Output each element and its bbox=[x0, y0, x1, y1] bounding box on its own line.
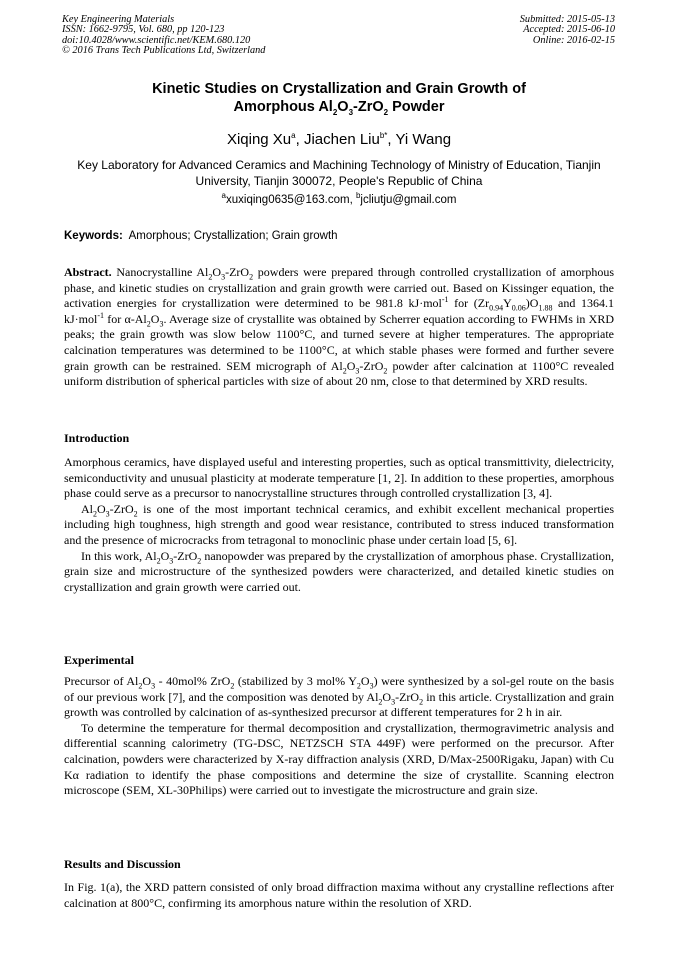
text: O bbox=[142, 674, 152, 688]
sub: 2 bbox=[249, 272, 254, 282]
author-name: Xiqing Xu bbox=[226, 131, 292, 148]
affiliation: Key Laboratory for Advanced Ceramics and Machining Technology of Ministry of Education, Tianjin University, Tianjin 300072, People's Republic of China bbox=[77, 158, 601, 188]
abstract-text: Nanocrystalline Al bbox=[111, 265, 209, 279]
title-text: Powder bbox=[388, 99, 445, 115]
author-sep: , bbox=[387, 131, 396, 148]
text: O bbox=[97, 501, 106, 516]
abstract-text: O bbox=[150, 311, 160, 326]
sub: 3 bbox=[391, 696, 396, 706]
text: in this article. Crystallization and grain growth was controlled by calcination of as-synthesized precursor at different temperatures for 2 h in air. bbox=[64, 689, 614, 720]
sub: 2 bbox=[197, 555, 202, 565]
sup: -1 bbox=[97, 310, 105, 320]
text: In this work, Al bbox=[81, 548, 157, 563]
email-sep: , bbox=[349, 194, 356, 206]
sub: 3 bbox=[369, 681, 374, 691]
sub: 2 bbox=[383, 365, 388, 375]
text: ) were synthesized by a sol-gel route on the basis of our previous work [7], and the composition was denoted by Al bbox=[64, 674, 614, 704]
text: Precursor of Al bbox=[64, 674, 139, 688]
abstract-text: and 1364.1 kJ·mol bbox=[64, 296, 614, 326]
abstract bbox=[64, 265, 614, 390]
submitted-date: Submitted: 2015-05-13 bbox=[519, 14, 615, 25]
keywords bbox=[64, 230, 338, 242]
sub: 3 bbox=[355, 365, 360, 375]
sub: 0.94 bbox=[489, 303, 504, 313]
sub: 2 bbox=[419, 696, 424, 706]
abstract-text: -ZrO bbox=[225, 265, 250, 279]
introduction-body bbox=[64, 455, 614, 595]
sub: 3 bbox=[151, 681, 156, 691]
author-mark: a bbox=[291, 131, 296, 140]
online-date: Online: 2016-02-15 bbox=[532, 34, 615, 46]
sub: 0.06 bbox=[511, 303, 526, 313]
abstract-label: Abstract. bbox=[64, 265, 112, 279]
sub: 3 bbox=[105, 509, 110, 519]
email-mark: a bbox=[221, 191, 226, 201]
results-paragraph-1: In Fig. 1(a), the XRD pattern consisted of only broad diffraction maxima without any crystalline reflections after calcination at 800°C, confirming its amorphous nature within the resolution of XRD. bbox=[64, 880, 614, 910]
text: -ZrO bbox=[173, 548, 198, 563]
text: O bbox=[382, 689, 392, 704]
sub: 2 bbox=[146, 319, 151, 329]
keywords-label: Keywords: bbox=[64, 230, 123, 242]
title-line-1: Kinetic Studies on Crystallization and Grain Growth of bbox=[152, 81, 526, 97]
abstract-text: powders were prepared through controlled crystallization of amorphous phase, and kinetic studies on crystallization and grain growth were carried out. Based on Kissinger equation, the activation energies for crystallization were determined to be 981.8 kJ·mol bbox=[64, 265, 614, 311]
title-text: Amorphous Al bbox=[233, 99, 333, 115]
journal-header-left bbox=[62, 15, 265, 57]
abstract-text: . Average size of crystallite was obtained by Scherrer equation according to FWHMs in XRD peaks; the grain growth was slow below 1100°C, and turned severe at higher temperatures. The appropriate calcination temperatures was determined to be 1100°C, at which stable phases were formed and further severe grain growth can be restrained. SEM micrograph of Al bbox=[64, 311, 614, 373]
author-name: Jiachen Liu bbox=[303, 131, 380, 148]
sub: 2 bbox=[93, 509, 97, 519]
sub: 3 bbox=[159, 319, 164, 329]
sub: 2 bbox=[156, 555, 161, 565]
intro-paragraph-2 bbox=[64, 502, 614, 549]
sub: 2 bbox=[378, 696, 383, 706]
text: (stabilized by 3 mol% Y bbox=[234, 674, 357, 688]
keywords-text: Amorphous; Crystallization; Grain growth bbox=[128, 230, 338, 242]
issn-line: ISSN: 1662-9795, Vol. 680, pp 120-123 bbox=[62, 24, 225, 36]
journal-name: Key Engineering Materials bbox=[62, 14, 175, 25]
email-mark: b bbox=[355, 191, 361, 201]
intro-paragraph-3 bbox=[64, 549, 614, 596]
abstract-text: Y bbox=[503, 296, 512, 311]
experimental-heading: Experimental bbox=[64, 653, 134, 667]
title-sub: 2 bbox=[332, 107, 338, 117]
text: O bbox=[360, 674, 370, 688]
abstract-text: for α-Al bbox=[104, 311, 147, 326]
text: - 40mol% ZrO bbox=[155, 674, 231, 688]
title-sub: 2 bbox=[383, 107, 389, 117]
text: nanopowder was prepared by the crystallization of amorphous phase. Crystallization, grain size and microstructure of the synthesized powders were characterized, and detailed kinetic studies on crystallization and grain growth were carried out. bbox=[64, 548, 614, 594]
sub: 2 bbox=[356, 681, 361, 691]
author-name: Yi Wang bbox=[395, 131, 452, 148]
text: Al bbox=[81, 501, 93, 516]
text: -ZrO bbox=[395, 689, 420, 704]
exp-paragraph-1 bbox=[64, 674, 614, 721]
text: -ZrO bbox=[109, 501, 134, 516]
abstract-text: O bbox=[346, 358, 356, 373]
results-heading: Results and Discussion bbox=[64, 857, 181, 871]
exp-paragraph-2: To determine the temperature for thermal decomposition and crystallization, thermogravimetric analysis and differential scanning calorimetry (TG-DSC, NETZSCH STA 449F) were performed on the precursor. After calcination, powders were characterized by X-ray diffraction analysis (XRD, D/Max-2500Rigaku, Japan) with Cu Kα radiation to identify the phase compositions and determine the size of crystallite. Scanning electron microscope (SEM, XL-30Philips) were carried out to investigate the microstructure and grain size. bbox=[64, 720, 614, 798]
sub: 2 bbox=[133, 509, 138, 519]
journal-header-right bbox=[520, 15, 615, 46]
abstract-paragraph bbox=[64, 265, 614, 390]
text: is one of the most important technical ceramics, and exhibit excellent mechanical properties including high toughness, high strength and good wear resistance, contributed to stress induced transformation and the presence of microcracks from tetragonal to monoclinic phase under certain load [5, 6]. bbox=[64, 501, 614, 547]
abstract-text: O bbox=[212, 265, 222, 279]
sub: 2 bbox=[230, 681, 235, 691]
results-body bbox=[64, 880, 614, 911]
author-emails bbox=[40, 193, 638, 207]
sub: 2 bbox=[138, 681, 143, 691]
doi-line: doi:10.4028/www.scientific.net/KEM.680.120 bbox=[62, 34, 251, 46]
sub: 1.88 bbox=[538, 303, 553, 313]
title-text: -ZrO bbox=[353, 99, 384, 115]
title-line-2 bbox=[40, 98, 638, 116]
introduction-heading: Introduction bbox=[64, 431, 130, 445]
author-sep: , bbox=[295, 131, 304, 148]
email-address: xuxiqing0635@163.com bbox=[226, 194, 350, 206]
author-list bbox=[40, 131, 638, 149]
author-mark: b* bbox=[379, 131, 388, 140]
email-address: jcliutju@gmail.com bbox=[360, 194, 457, 206]
abstract-text: -ZrO bbox=[359, 358, 384, 373]
title-text: O bbox=[337, 99, 349, 115]
paper-title bbox=[40, 80, 638, 116]
accepted-date: Accepted: 2015-06-10 bbox=[523, 24, 615, 36]
abstract-text: )O bbox=[525, 296, 539, 311]
sub: 3 bbox=[169, 555, 174, 565]
sub: 3 bbox=[221, 272, 226, 282]
title-sub: 3 bbox=[348, 107, 354, 117]
sub: 2 bbox=[342, 365, 347, 375]
abstract-text: for (Zr bbox=[448, 296, 490, 311]
experimental-body bbox=[64, 674, 614, 799]
intro-paragraph-1: Amorphous ceramics, have displayed useful and interesting properties, such as optical transmittivity, dielectricity, semiconductivity and unusual plasticity at moderate temperature [1, 2]. In addition to these properties, amorphous phase could serve as a precursor to nanocrystalline structures through controlled crystallization [3, 4]. bbox=[64, 455, 614, 501]
text: O bbox=[160, 548, 170, 563]
sup: -1 bbox=[441, 295, 449, 305]
abstract-text: powder after calcination at 1100°C revealed uniform distribution of spherical particles with size of about 20 nm, close to that determined by XRD results. bbox=[64, 358, 614, 389]
sub: 2 bbox=[208, 272, 213, 282]
copyright-line: © 2016 Trans Tech Publications Ltd, Switzerland bbox=[62, 45, 266, 57]
